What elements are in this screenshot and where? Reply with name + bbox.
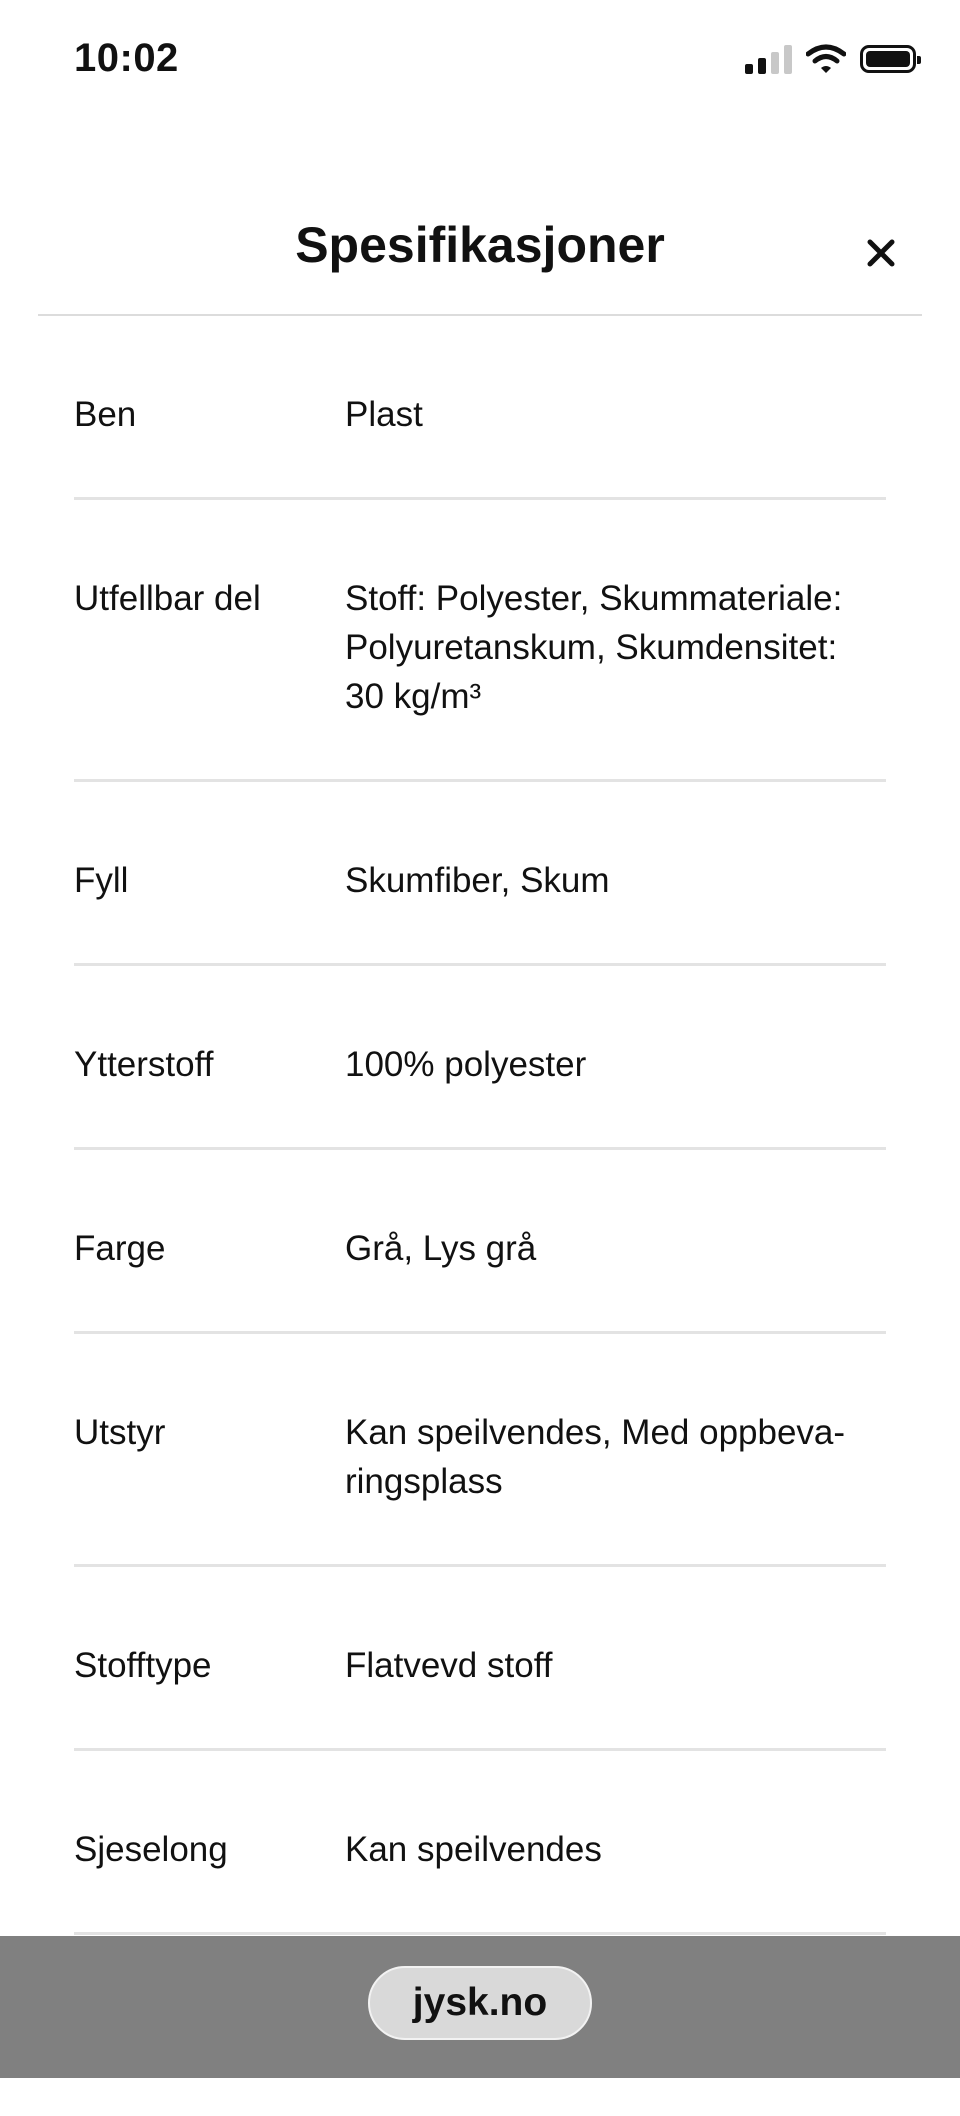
browser-bottom-bar: [0, 1936, 960, 2078]
spec-row-stofftype: [74, 1567, 886, 1751]
spec-row-fyll: [74, 782, 886, 966]
spec-label: Ytterstoff: [74, 1045, 214, 1084]
spec-row-utstyr: [74, 1334, 886, 1567]
spec-value: 100% polyester: [345, 1045, 587, 1084]
spec-value: Stoff: Polyester, Skummateriale: Polyuretanskum, Skumdensitet: 30 kg/m³: [345, 579, 843, 716]
spec-value: Flatvevd stoff: [345, 1646, 553, 1685]
status-bar: [0, 0, 960, 120]
spec-label: Ben: [74, 395, 137, 434]
url-bar[interactable]: jysk.no: [368, 1966, 592, 2040]
close-button[interactable]: [854, 226, 908, 280]
spec-label: Utfellbar del: [74, 579, 261, 618]
page-title: Spesifikasjoner: [295, 217, 665, 273]
spec-label: Utstyr: [74, 1413, 166, 1452]
battery-icon: [860, 45, 916, 73]
spec-row-ben: [74, 316, 886, 500]
spec-label: Fyll: [74, 861, 129, 900]
spec-label: Stofftype: [74, 1646, 212, 1685]
spec-row-farge: [74, 1150, 886, 1334]
spec-value: Kan speilvendes: [345, 1830, 602, 1869]
modal-header: [38, 186, 922, 316]
wifi-icon: [806, 44, 846, 74]
spec-value: Kan speilvendes, Med oppbeva-ringsplass: [345, 1413, 846, 1501]
spec-label: Sjeselong: [74, 1830, 228, 1869]
spec-value: Plast: [345, 395, 423, 434]
spec-row-sjeselong: [74, 1751, 886, 1935]
status-icons: [745, 44, 916, 74]
close-icon: [854, 226, 908, 280]
spec-value: Skumfiber, Skum: [345, 861, 610, 900]
spec-row-ytterstoff: [74, 966, 886, 1150]
specifications-list: [74, 316, 886, 2116]
spec-value: Grå, Lys grå: [345, 1229, 537, 1268]
status-time: 10:02: [74, 36, 179, 80]
spec-row-utfellbar-del: [74, 500, 886, 782]
spec-label: Farge: [74, 1229, 166, 1268]
cellular-signal-icon: [745, 44, 792, 74]
